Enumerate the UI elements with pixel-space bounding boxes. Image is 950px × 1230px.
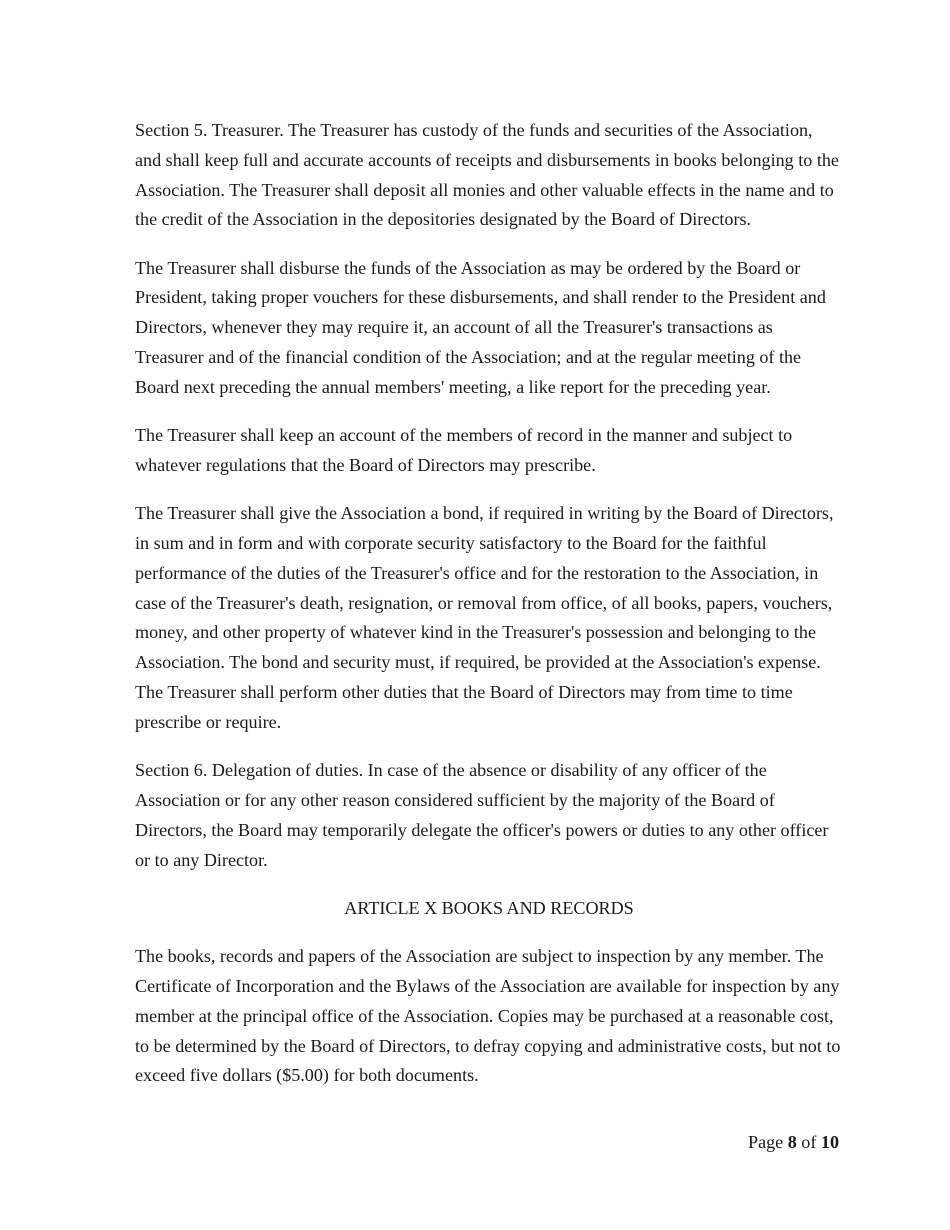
paragraph-treasurer-bond: The Treasurer shall give the Association a bond, if required in writing by the Board of Directors, in sum and in form and with corporate security satisfactory to the Board for the faithful performance of the duties of the Treasurer's office and for the restoration to the Association, in case of the Treasurer's death, resignation, or removal from office, of all books, papers, vouchers, money, and other property of whatever kind in the Treasurer's possession and belonging to the Association. The bond and security must, if required, be provided at the Association's expense. The Treasurer shall perform other duties that the Board of Directors may from time to time prescribe or require. — [135, 503, 834, 732]
document-page — [135, 116, 843, 1110]
paragraph-treasurer-disburse-funds: The Treasurer shall disburse the funds of the Association as may be ordered by the Board or President, taking proper vouchers for these disbursements, and shall render to the President and Directors, whenever they may require it, an account of all the Treasurer's transactions as Treasurer and of the financial condition of the Association; and at the regular meeting of the Board next preceding the annual members' meeting, a like report for the preceding year. — [135, 257, 826, 397]
paragraph-section-5-treasurer: Section 5. Treasurer. The Treasurer has custody of the funds and securities of the Association, and shall keep full and accurate accounts of receipts and disbursements in books belonging to the Association. The Treasurer shall deposit all monies and other valuable effects in the name and to the credit of the Association in the depositories designated by the Board of Directors. — [135, 120, 839, 230]
current-page-number: 8 — [787, 1132, 797, 1152]
page-word: Page — [748, 1132, 784, 1152]
article-heading: ARTICLE X BOOKS AND RECORDS — [344, 897, 634, 918]
total-page-count: 10 — [820, 1132, 839, 1152]
of-word: of — [801, 1132, 817, 1152]
page-number-footer — [748, 1128, 839, 1156]
paragraph-section-6-delegation: Section 6. Delegation of duties. In case of the absence or disability of any officer of the Association or for any other reason considered sufficient by the majority of the Board of Directors, the Board may temporarily delegate the officer's powers or duties to any other officer or to any Director. — [135, 760, 829, 870]
paragraph-books-records: The books, records and papers of the Association are subject to inspection by any member. The Certificate of Incorporation and the Bylaws of the Association are available for inspection by any member at the principal office of the Association. Copies may be purchased at a reasonable cost, to be determined by the Board of Directors, to defray copying and administrative costs, but not to exceed five dollars ($5.00) for both documents. — [135, 946, 841, 1086]
paragraph-treasurer-member-records: The Treasurer shall keep an account of the members of record in the manner and subject to whatever regulations that the Board of Directors may prescribe. — [135, 425, 793, 475]
